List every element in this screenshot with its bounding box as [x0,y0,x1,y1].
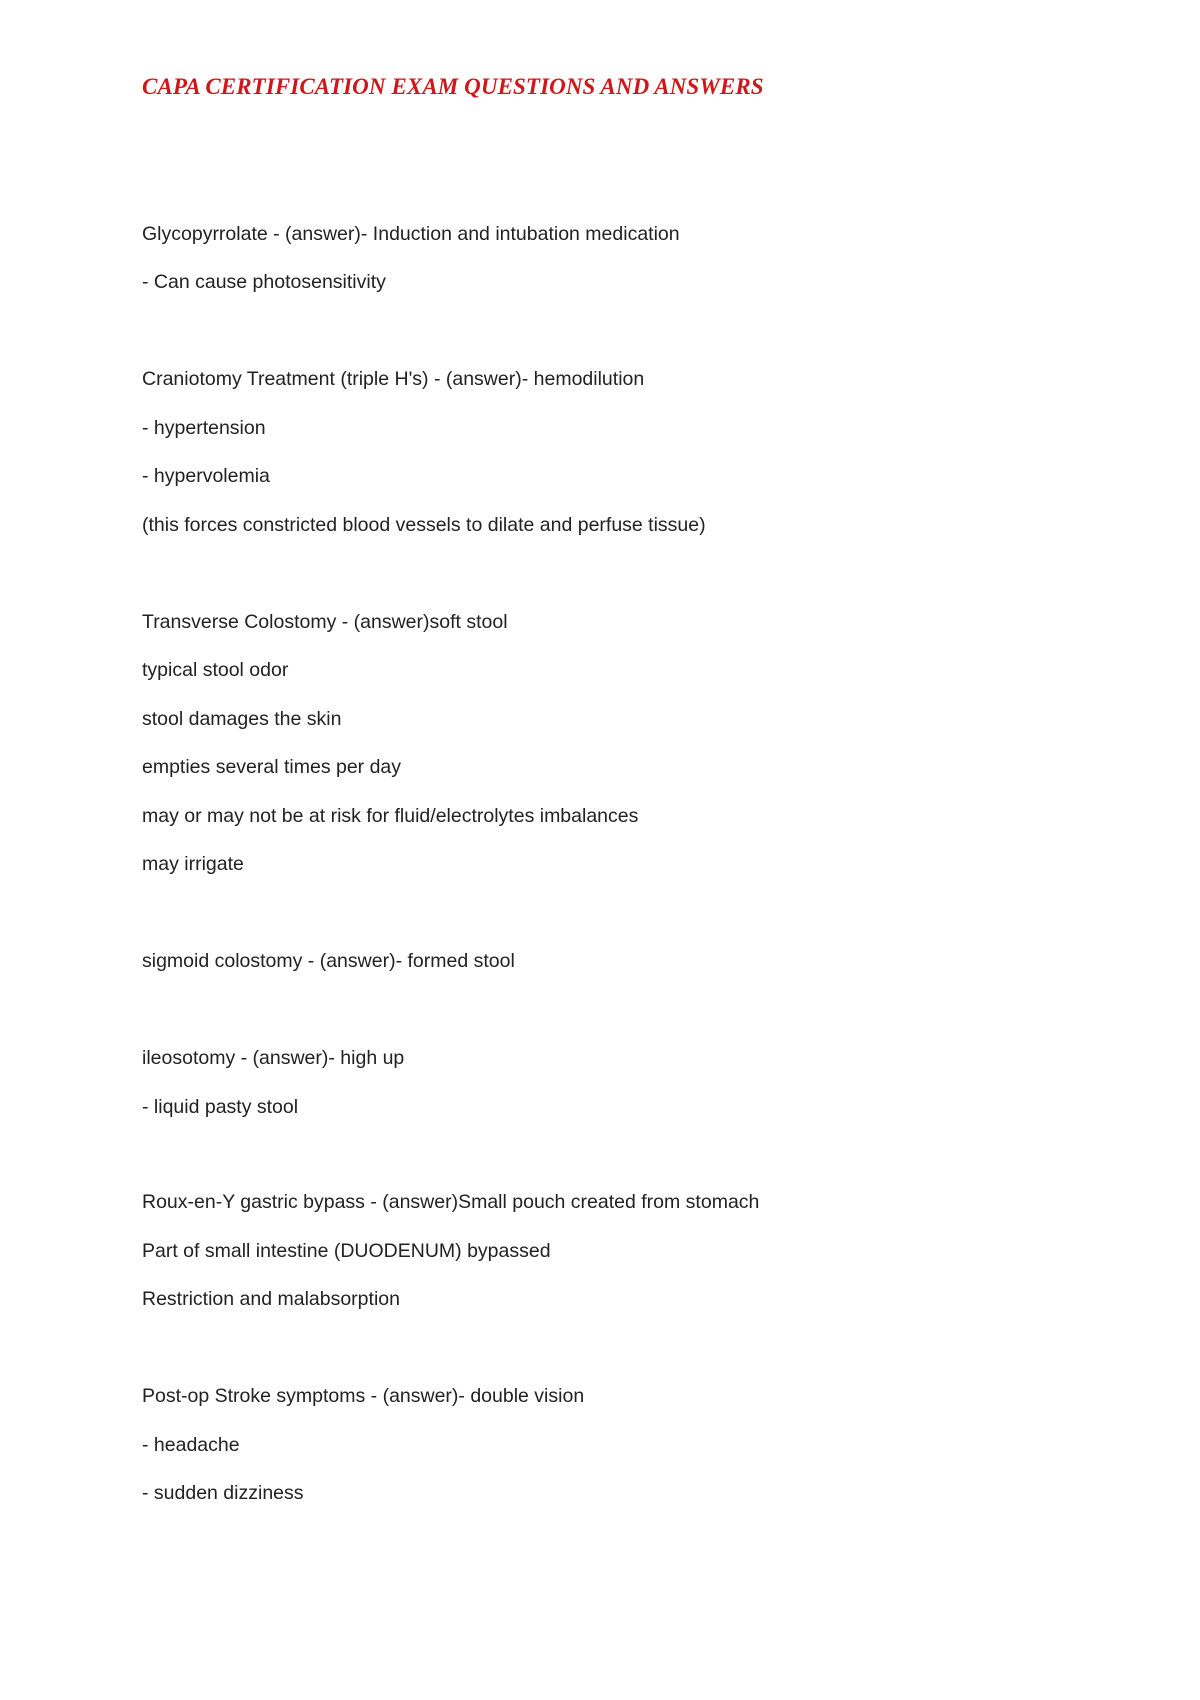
entry-roux-en-y-line: Restriction and malabsorption [142,1288,400,1310]
entry-craniotomy-question: Craniotomy Treatment (triple H's) - (answer)- hemodilution [142,368,645,390]
entry-transverse-colostomy-question: Transverse Colostomy - (answer)soft stool [142,611,508,633]
entry-stroke-question: Post-op Stroke symptoms - (answer)- double vision [142,1385,585,1407]
entry-roux-en-y-question: Roux-en-Y gastric bypass - (answer)Small pouch created from stomach [142,1191,760,1213]
entry-transverse-colostomy-line: may irrigate [142,853,244,875]
entry-transverse-colostomy-line: empties several times per day [142,756,402,778]
entry-glycopyrrolate-question: Glycopyrrolate - (answer)- Induction and intubation medication [142,223,680,245]
entry-sigmoid-colostomy-question: sigmoid colostomy - (answer)- formed stool [142,950,515,972]
entry-craniotomy-line: (this forces constricted blood vessels to dilate and perfuse tissue) [142,514,706,536]
entry-craniotomy-line: - hypervolemia [142,465,270,487]
entry-ileosotomy-line: - liquid pasty stool [142,1096,299,1118]
document-title: CAPA CERTIFICATION EXAM QUESTIONS AND ANSWERS [142,74,764,99]
entry-craniotomy-line: - hypertension [142,417,266,439]
entry-transverse-colostomy-line: stool damages the skin [142,708,342,730]
entry-transverse-colostomy-line: may or may not be at risk for fluid/electrolytes imbalances [142,805,639,827]
entry-glycopyrrolate-line: - Can cause photosensitivity [142,271,386,293]
entry-transverse-colostomy-line: typical stool odor [142,659,289,681]
entry-ileosotomy-question: ileosotomy - (answer)- high up [142,1047,405,1069]
entry-stroke-line: - headache [142,1434,240,1456]
entry-roux-en-y-line: Part of small intestine (DUODENUM) bypassed [142,1240,551,1262]
entry-stroke-line: - sudden dizziness [142,1482,304,1504]
